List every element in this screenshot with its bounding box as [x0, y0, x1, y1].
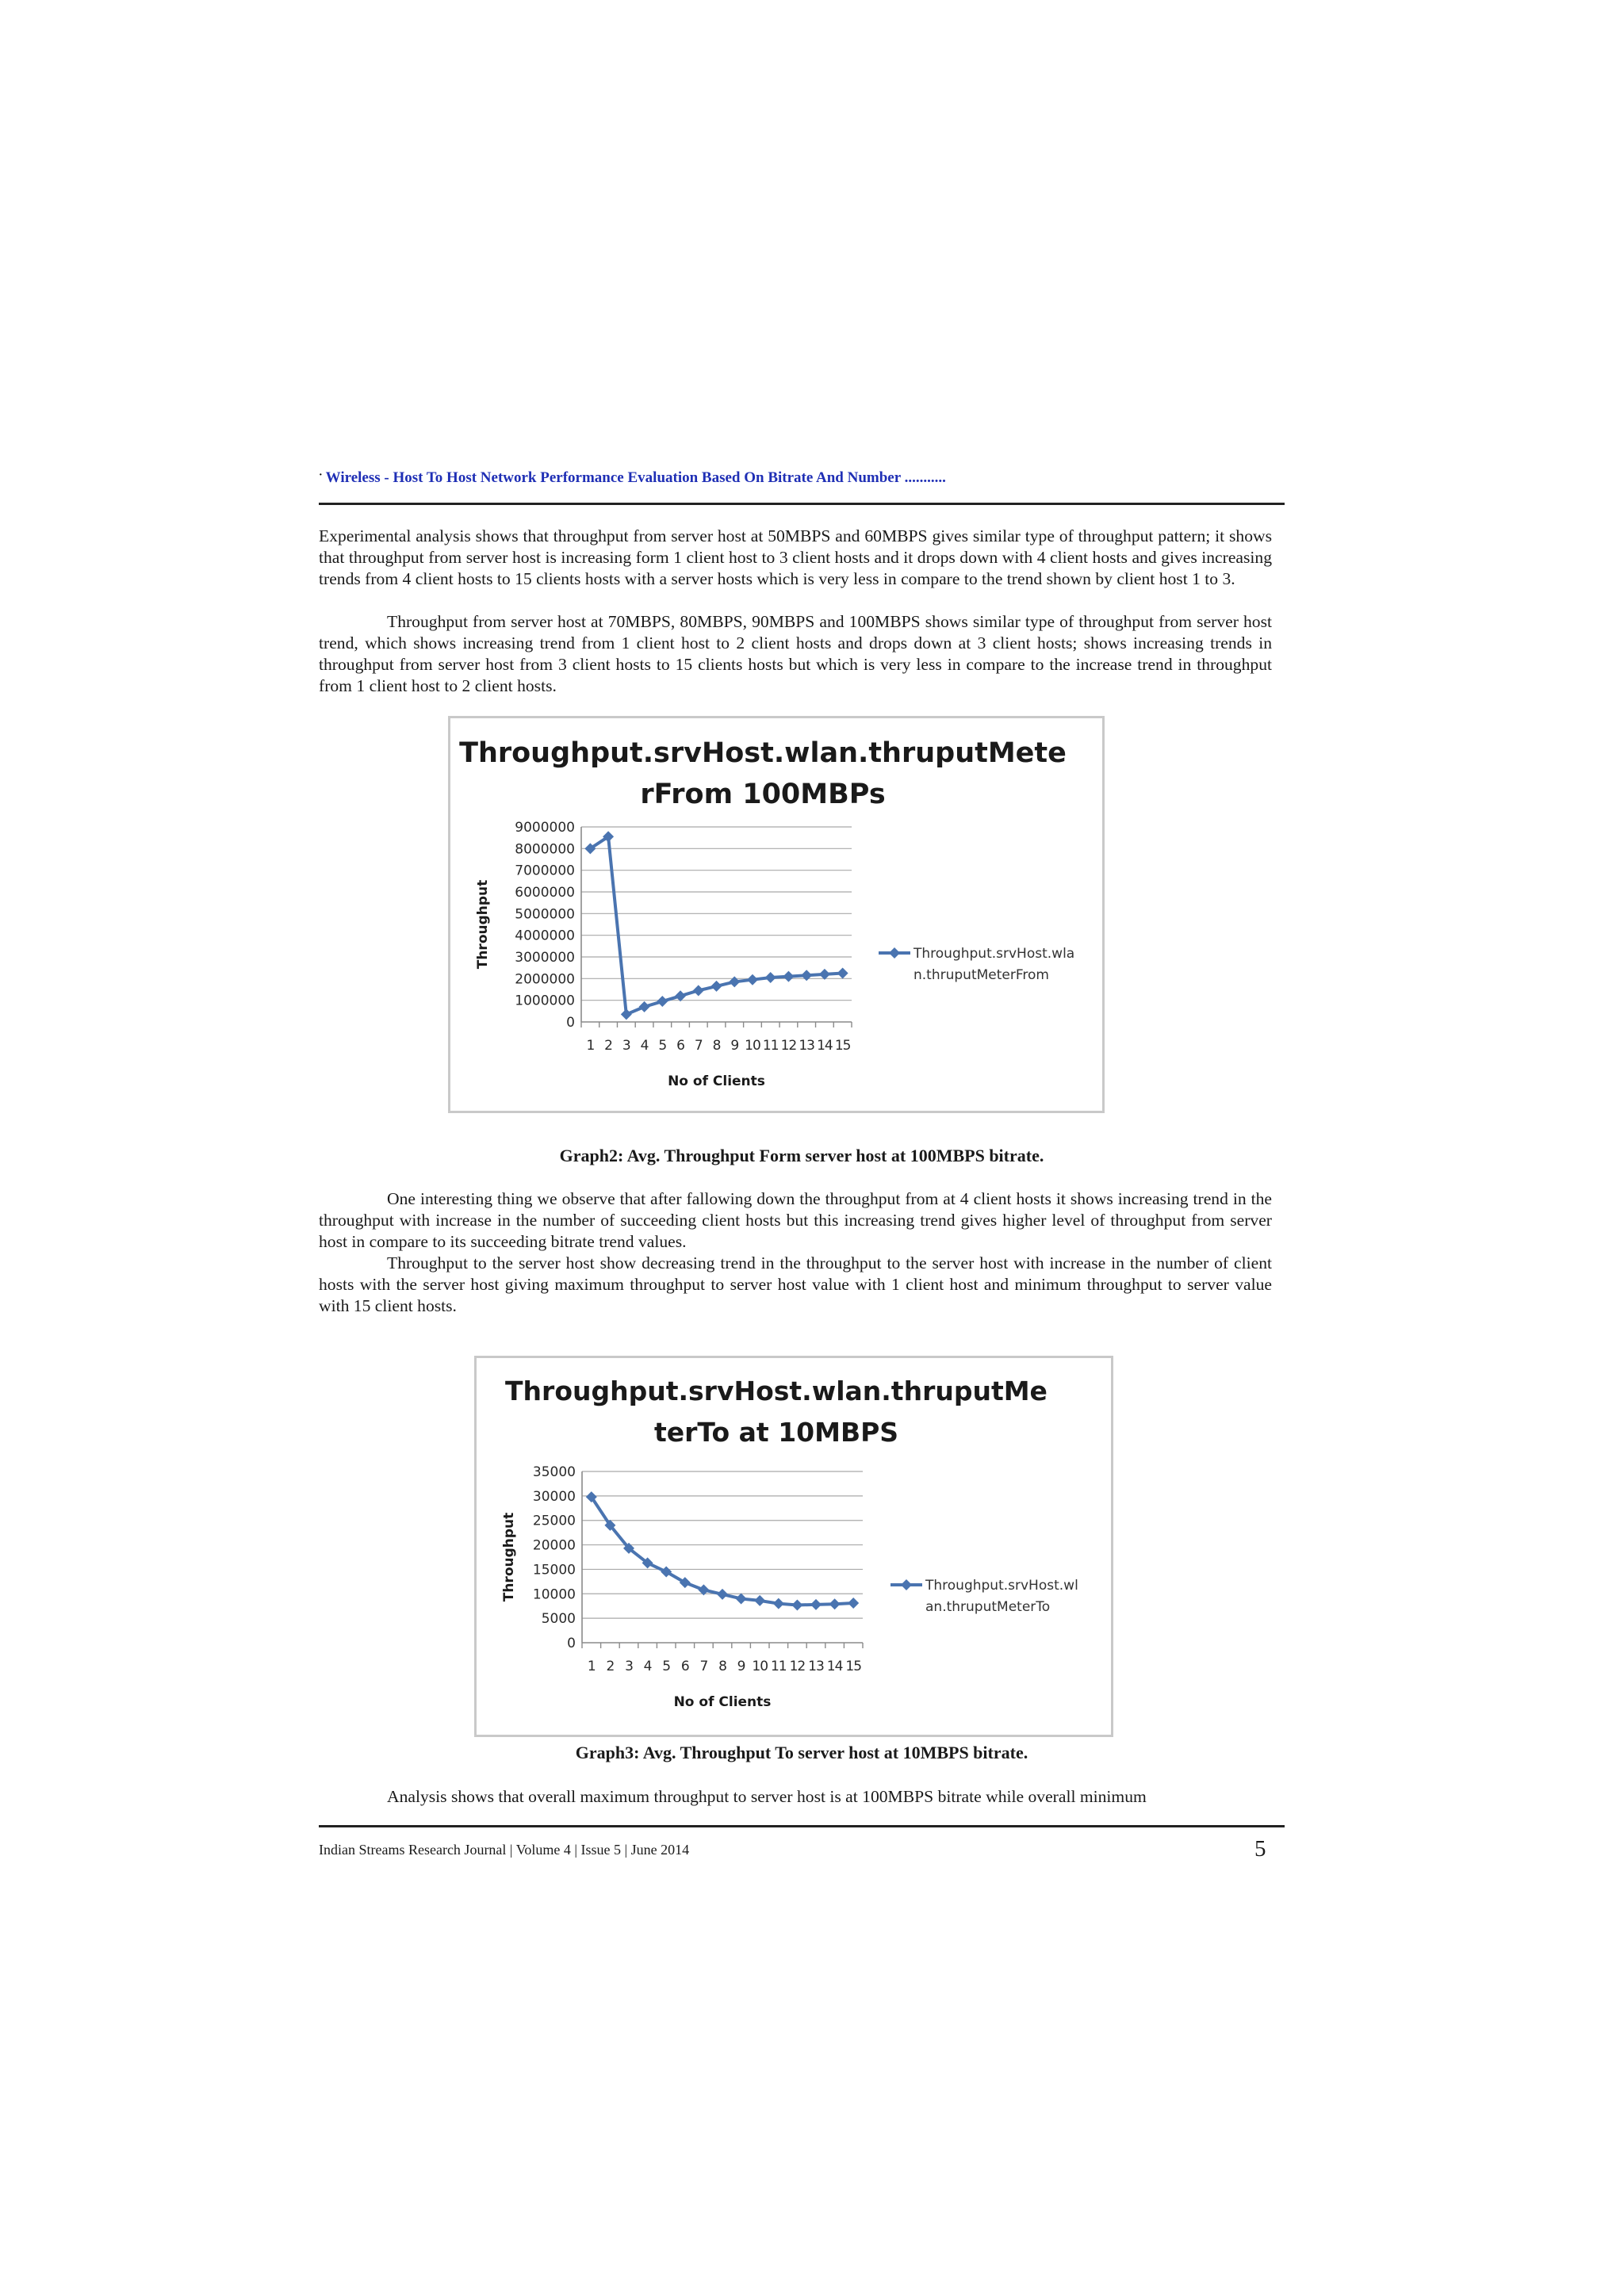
- graph2-data-point: [729, 976, 740, 987]
- graph2-data-point: [693, 985, 704, 996]
- graph2-x-tick-label: 13: [799, 1038, 814, 1054]
- paragraph-2: Throughput from server host at 70MBPS, 80MBPS, 90MBPS and 100MBPS shows similar type of throughput from server host trend, which shows increasing trend from 1 client host to 2 client hosts and drops down at 3 client hosts; shows increasing trends in throughput from server host from 3 client hosts to 15 clients hosts but which is very less in compare to the increase trend in throughput from 1 client host to 2 client hosts.: [319, 612, 1272, 695]
- graph2-data-point: [621, 1008, 632, 1020]
- graph3-legend-marker: [901, 1579, 912, 1590]
- graph3-x-tick-label: 10: [752, 1659, 768, 1674]
- graph3-legend-label: an.thruputMeterTo: [925, 1599, 1051, 1615]
- graph3-data-point: [736, 1593, 747, 1604]
- graph3-legend-label: Throughput.srvHost.wl: [925, 1578, 1078, 1594]
- graph2-y-tick-label: 2000000: [515, 971, 575, 988]
- graph2-data-point: [801, 970, 812, 981]
- graph2-title-line: Throughput.srvHost.wlan.thruputMete: [459, 737, 1067, 769]
- graph3-data-point: [773, 1598, 784, 1609]
- bullet-mark: ·: [319, 469, 323, 481]
- graph2-data-point: [639, 1001, 650, 1012]
- graph2-y-tick-label: 6000000: [515, 885, 575, 901]
- graph3-x-tick-label: 13: [808, 1659, 824, 1674]
- graph2-y-tick-label: 4000000: [515, 928, 575, 944]
- graph3-x-tick-label: 8: [718, 1659, 726, 1674]
- graph2-y-tick-label: 0: [566, 1015, 575, 1031]
- graph2-x-tick-label: 10: [745, 1038, 760, 1054]
- graph3-title-line: terTo at 10MBPS: [653, 1417, 899, 1448]
- graph3-data-point: [829, 1598, 841, 1609]
- graph2-data-point: [783, 971, 794, 982]
- graph2-x-axis-title: No of Clients: [668, 1073, 765, 1089]
- graph3-y-tick-label: 25000: [532, 1513, 576, 1529]
- graph3-y-tick-label: 15000: [532, 1562, 576, 1578]
- graph3-y-tick-label: 35000: [532, 1464, 576, 1480]
- graph3-x-tick-label: 9: [737, 1659, 745, 1674]
- graph3-x-tick-label: 14: [826, 1659, 843, 1674]
- graph3-data-point: [754, 1595, 765, 1606]
- graph3-x-tick-label: 6: [680, 1659, 689, 1674]
- paragraph-4: Throughput to the server host show decreasing trend in the throughput to the server host with increase in the number of client hosts with the server host giving maximum throughput to server host value with 1 client host and minimum throughput to server value with 15 client hosts.: [319, 1253, 1272, 1315]
- running-header: [319, 469, 1286, 487]
- graph3-title-line: Throughput.srvHost.wlan.thruputMe: [505, 1376, 1048, 1406]
- graph2-y-tick-label: 7000000: [515, 863, 575, 879]
- graph2-x-tick-label: 15: [834, 1038, 851, 1054]
- graph3-x-tick-label: 5: [662, 1659, 671, 1674]
- graph2-chart: [450, 718, 1107, 1115]
- graph2-data-point: [747, 974, 758, 985]
- graph3-x-tick-label: 12: [789, 1659, 806, 1674]
- graph2-caption: Graph2: Avg. Throughput Form server host at 100MBPS bitrate.: [559, 1146, 1044, 1165]
- running-header-text: Wireless - Host To Host Network Performance Evaluation Based On Bitrate And Number ...........: [325, 469, 946, 486]
- paragraph-1: Experimental analysis shows that throughput from server host at 50MBPS and 60MBPS gives similar type of throughput pattern; it shows that throughput from server host is increasing form 1 client host to 3 client hosts and it drops down with 4 client hosts and gives increasing trends from 4 client hosts to 15 clients hosts with a server hosts which is very less in compare to the trend shown by client host 1 to 3.: [319, 526, 1272, 588]
- graph2-y-tick-label: 1000000: [515, 993, 575, 1009]
- graph3-data-point: [717, 1589, 728, 1600]
- graph3-x-tick-label: 2: [606, 1659, 615, 1674]
- graph2-legend-label: Throughput.srvHost.wla: [914, 946, 1075, 962]
- graph3-y-tick-label: 30000: [532, 1488, 576, 1505]
- graph2-x-tick-label: 14: [817, 1038, 833, 1054]
- graph3-x-tick-label: 3: [625, 1659, 633, 1674]
- graph3-x-axis-title: No of Clients: [673, 1694, 772, 1710]
- graph3-x-tick-label: 1: [587, 1659, 596, 1674]
- graph3-y-tick-label: 5000: [541, 1611, 576, 1628]
- graph2-legend-label: n.thruputMeterFrom: [914, 967, 1049, 983]
- graph2-x-tick-label: 8: [712, 1038, 721, 1054]
- graph2-figure: [448, 716, 1105, 1113]
- graph2-data-point: [765, 972, 776, 983]
- graph3-x-tick-label: 4: [643, 1659, 652, 1674]
- graph2-title-line: rFrom 100MBPs: [640, 779, 886, 810]
- graph3-y-tick-label: 10000: [532, 1586, 576, 1603]
- graph2-x-tick-label: 3: [622, 1038, 630, 1054]
- graph2-legend-marker: [889, 947, 900, 959]
- footer-rule: [319, 1825, 1285, 1827]
- graph2-x-tick-label: 6: [676, 1038, 684, 1054]
- graph2-data-point: [657, 996, 668, 1007]
- graph2-x-tick-label: 7: [694, 1038, 703, 1054]
- graph3-x-tick-label: 7: [699, 1659, 708, 1674]
- graph2-x-tick-label: 4: [640, 1038, 649, 1054]
- graph2-x-tick-label: 1: [586, 1038, 595, 1054]
- graph2-x-tick-label: 9: [730, 1038, 739, 1054]
- graph2-x-tick-label: 2: [604, 1038, 613, 1054]
- graph3-data-point: [810, 1599, 822, 1610]
- graph3-caption: Graph3: Avg. Throughput To server host at 10MBPS bitrate.: [575, 1743, 1028, 1762]
- header-rule: [319, 503, 1285, 505]
- paragraph-5: Analysis shows that overall maximum throughput to server host is at 100MBPS bitrate while overall minimum: [387, 1787, 1147, 1806]
- graph3-y-tick-label: 20000: [532, 1537, 576, 1554]
- graph2-x-tick-label: 5: [658, 1038, 667, 1054]
- graph2-y-tick-label: 3000000: [515, 950, 575, 966]
- graph3-x-tick-label: 15: [845, 1659, 862, 1674]
- graph3-y-axis-title: Throughput: [501, 1512, 517, 1602]
- graph3-figure: [474, 1356, 1113, 1737]
- graph2-data-point: [837, 968, 848, 979]
- graph2-data-point: [711, 981, 722, 992]
- graph3-data-point: [848, 1598, 859, 1609]
- graph2-x-tick-label: 12: [780, 1038, 797, 1054]
- graph2-y-axis-title: Throughput: [475, 879, 491, 970]
- footer-journal-info: Indian Streams Research Journal | Volume 4 | Issue 5 | June 2014: [319, 1842, 690, 1858]
- paragraph-3: One interesting thing we observe that after fallowing down the throughput from at 4 client hosts it shows increasing trend in the throughput with increase in the number of succeeding client hosts but this increasing trend gives higher level of throughput from server host in compare to its succeeding bitrate trend values.: [319, 1189, 1272, 1251]
- graph3-data-point: [791, 1599, 802, 1610]
- graph3-y-tick-label: 0: [567, 1636, 576, 1651]
- graph2-y-tick-label: 8000000: [515, 841, 575, 858]
- graph2-x-tick-label: 11: [762, 1038, 779, 1054]
- graph3-chart: [477, 1358, 1116, 1739]
- graph3-x-tick-label: 11: [770, 1659, 787, 1674]
- page-number: 5: [1254, 1836, 1266, 1862]
- graph2-y-tick-label: 9000000: [515, 820, 575, 836]
- graph2-y-tick-label: 5000000: [515, 906, 575, 923]
